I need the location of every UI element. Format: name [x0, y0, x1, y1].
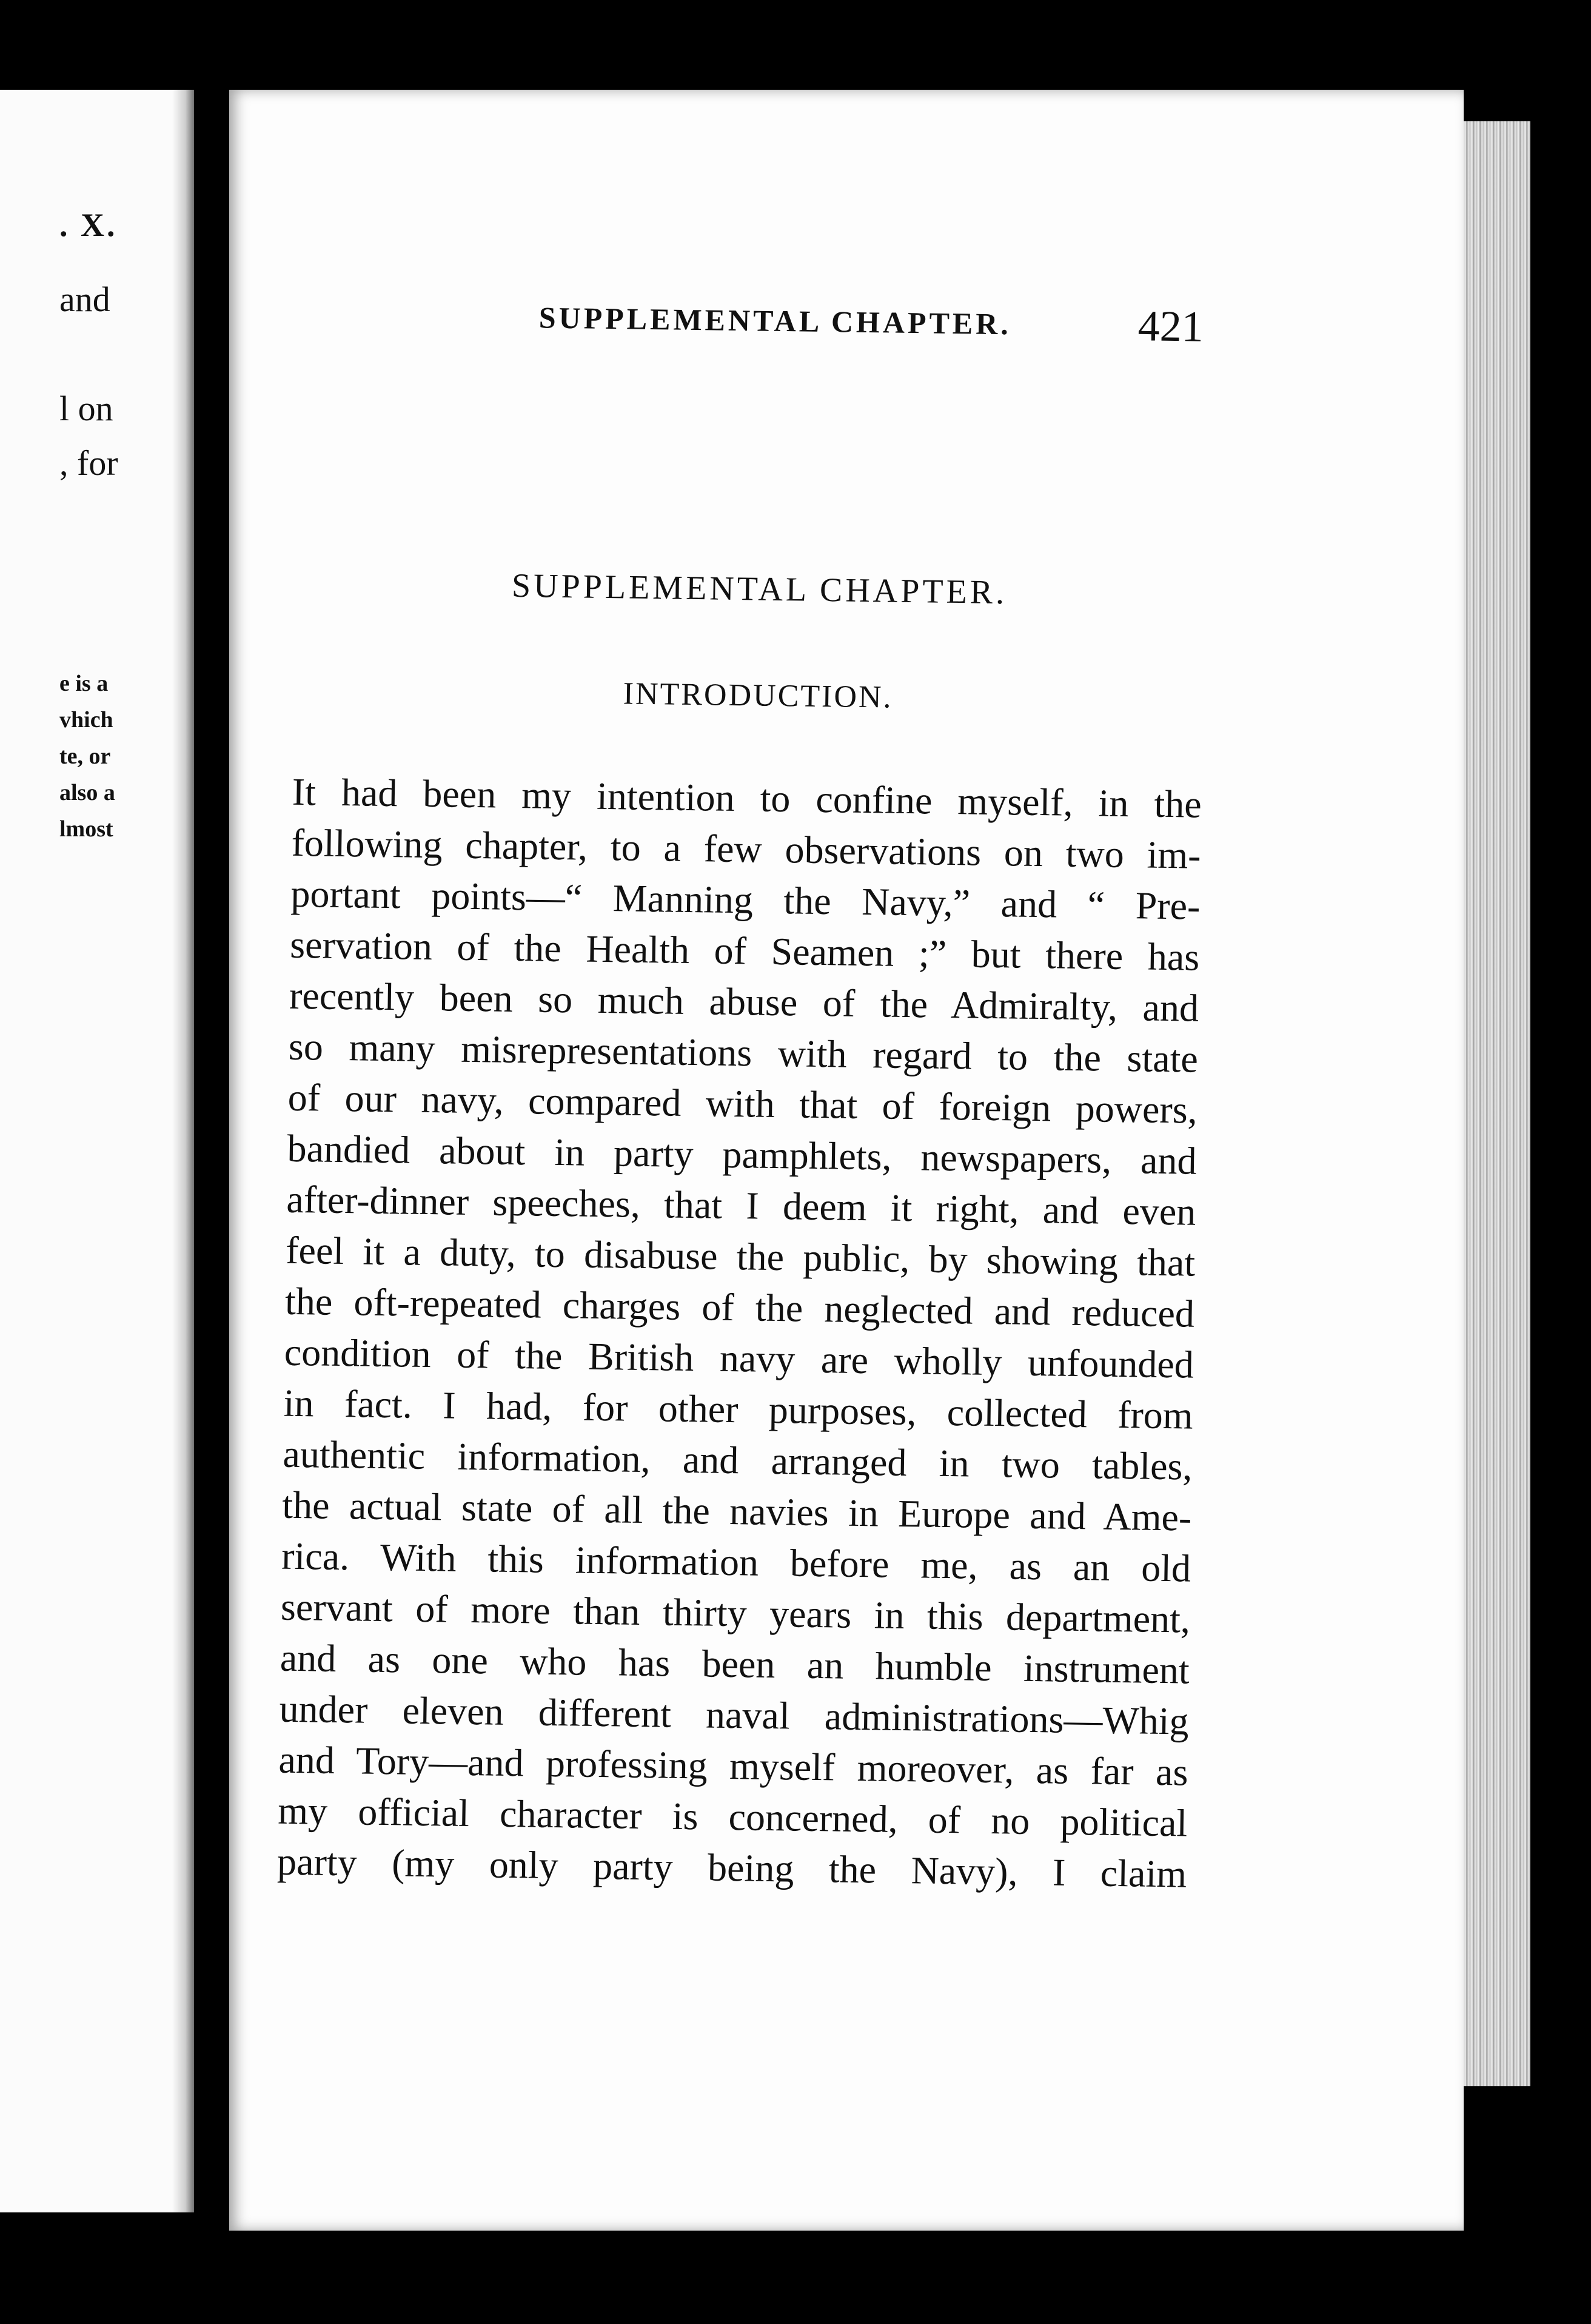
text-line: condition of the British navy are wholly unfounded — [284, 1330, 1194, 1386]
text-line: and Tory—and professing myself moreover, as far as — [278, 1738, 1188, 1794]
text-line: my official character is concerned, of no political — [277, 1788, 1188, 1845]
left-page-fragment: also a — [59, 780, 115, 805]
text-line: rica. With this information before me, as an old — [281, 1534, 1191, 1590]
text-line: in fact. I had, for other purposes, collected from — [283, 1381, 1194, 1437]
text-line: bandied about in party pamphlets, newspapers, and — [287, 1126, 1197, 1183]
text-line: servation of the Health of Seamen ;” but there has — [289, 922, 1200, 979]
text-line: feel it a duty, to disabuse the public, by showing that — [285, 1228, 1196, 1285]
text-line: of our navy, compared with that of foreign powers, — [287, 1075, 1198, 1132]
text-line: the oft-repeated charges of the neglected and reduced — [284, 1279, 1195, 1335]
right-page — [229, 90, 1464, 2231]
text-line: recently been so much abuse of the Admiralty, and — [289, 973, 1199, 1030]
text-line: the actual state of all the navies in Europe and Ame- — [281, 1483, 1192, 1539]
text-line: after-dinner speeches, that I deem it right, and even — [286, 1177, 1196, 1234]
left-page-fragment: te, or — [59, 744, 111, 769]
left-page-fragment: lmost — [59, 816, 113, 842]
chapter-title: SUPPLEMENTAL CHAPTER. — [511, 566, 1008, 612]
text-line: party (my only party being the Navy), I claim — [276, 1839, 1187, 1896]
text-line: following chapter, to a few observations on two im- — [291, 821, 1202, 877]
text-line: portant points—“ Manning the Navy,” and “ Pre- — [290, 872, 1201, 928]
text-line: and as one who has been an humble instrument — [280, 1636, 1190, 1692]
text-line: servant of more than thirty years in this department, — [280, 1585, 1191, 1641]
page-number: 421 — [1137, 301, 1204, 351]
left-page-fragment: vhich — [59, 707, 113, 733]
left-page-fragment: , for — [59, 443, 118, 483]
left-page-fragment: . X. — [59, 207, 118, 243]
text-line: so many misrepresentations with regard to the state — [288, 1024, 1199, 1081]
text-line: authentic information, and arranged in two tables, — [283, 1432, 1193, 1488]
page-text-block — [263, 90, 1433, 1896]
page-edges — [1464, 121, 1530, 2086]
body-paragraph — [277, 767, 1202, 1900]
gutter-shadow — [172, 90, 194, 2212]
left-page-fragment: and — [59, 280, 110, 319]
left-page-fragment: l on — [59, 389, 113, 428]
left-facing-page — [0, 90, 194, 2212]
left-page-fragment: e is a — [59, 671, 109, 696]
text-line: It had been my intention to confine myself, in the — [292, 770, 1202, 826]
text-line: under eleven different naval administrations—Whig — [279, 1687, 1190, 1743]
section-title: INTRODUCTION. — [623, 676, 893, 715]
running-head: SUPPLEMENTAL CHAPTER. — [538, 300, 1012, 341]
